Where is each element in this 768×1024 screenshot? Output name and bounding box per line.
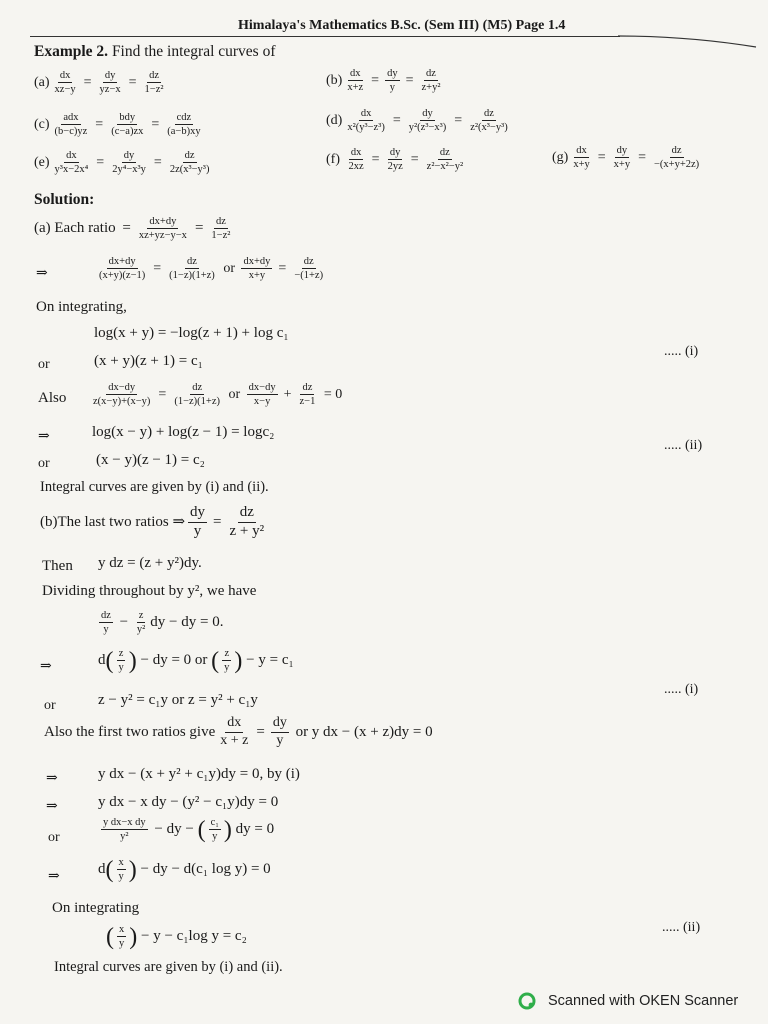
part-label: (f): [326, 151, 340, 167]
sol-b-l3: $\frac{\text{y dx−x dy}}{\text{y²}}$ − dy − ( $\frac{\text{c₁}}{y}$ ) dy = 0: [103, 816, 275, 843]
fraction: $\frac{dx}{x + z}$: [220, 715, 249, 748]
or-label: or: [44, 698, 56, 713]
fraction: $\frac{\text{c₁}}{y}$: [210, 817, 219, 843]
fraction: $\frac{dx-dy}{x-y}$: [248, 382, 276, 408]
implies-arrow: ⇒: [40, 659, 52, 674]
solution-heading: Solution:: [34, 191, 95, 208]
fraction: $\frac{dy}{\text{y²(z³−x³)}}$: [408, 108, 447, 134]
fraction: $\frac{dx}{\text{x²(y³−z³)}}$: [347, 108, 385, 134]
also-label: Also: [38, 390, 67, 406]
or-label: or: [38, 456, 50, 471]
implies-arrow: ⇒: [38, 429, 50, 444]
fraction: $\frac{dy}{\text{2y⁴−x³y}}$: [112, 150, 146, 176]
fraction: $\frac{dz}{\text{1−z²}}$: [211, 216, 231, 242]
sol-b-div2: d ( $\frac{z}{y}$ ) − dy = 0 or ( $\frac{z}{y}$ ) − y = c₁: [98, 647, 294, 674]
fraction: $\frac{\text{adx}}{(b-c)yz}$: [54, 112, 88, 138]
equation-tag-i: ..... (i): [664, 344, 699, 359]
or-label: or: [48, 830, 60, 845]
sol-b-l1: y dx − (x + y² + c₁y)dy = 0, by (i): [98, 766, 300, 782]
fraction: $\frac{z}{\text{y²}}$: [136, 610, 146, 636]
sol-b-l2: y dx − x dy − (y² − c₁y)dy = 0: [98, 794, 279, 810]
equation-tag-ii-b: ..... (ii): [662, 920, 701, 935]
part-label: (g): [552, 149, 569, 165]
fraction: $\frac{dz}{(1-z)(1+z)}$: [174, 382, 220, 408]
fraction: $\frac{dy}{y}$: [190, 504, 206, 539]
implies-arrow: ⇒: [48, 869, 60, 884]
part-g: (g) $\frac{dx}{x+y}$ = $\frac{dy}{x+y}$ = $\frac{dz}{-(x+y+2z)}$: [552, 145, 700, 171]
curves-b: Integral curves are given by (i) and (ii).: [54, 959, 283, 975]
fraction: $\frac{dx+dy}{x+y}$: [243, 256, 271, 282]
scanner-text: Scanned with OKEN Scanner: [548, 993, 739, 1009]
fraction: $\frac{dz}{y}$: [101, 610, 111, 636]
fraction: $\frac{dx}{x+y}$: [573, 145, 590, 171]
implies-arrow: ⇒: [46, 771, 58, 786]
implies-arrow: ⇒: [36, 266, 48, 281]
fraction: $\frac{dz}{z-1}$: [299, 382, 316, 408]
part-f: (f) $\frac{dx}{2xz}$ = $\frac{dy}{2yz}$ = $\frac{dz}{\text{z²−x²−y²}}$: [326, 147, 464, 173]
sol-b-then: y dz = (z + y²)dy.: [98, 555, 202, 571]
fraction: $\frac{\text{y dx−x dy}}{\text{y²}}$: [103, 817, 146, 843]
sol-b-res1: z − y² = c₁y or z = y² + c₁y: [98, 692, 258, 708]
example-text: Find the integral curves of: [111, 43, 276, 60]
fraction: $\frac{dx-dy}{z(x-y)+(x-y)}$: [93, 382, 151, 408]
fraction: $\frac{dy}{2yz}$: [387, 147, 403, 173]
fraction: $\frac{dz}{\text{z²−x²−y²}}$: [426, 147, 464, 173]
or-label: or: [38, 357, 50, 372]
on-integrating-2: On integrating: [52, 900, 140, 916]
fraction: $\frac{z}{y}$: [118, 648, 124, 674]
fraction: $\frac{dy}{y}$: [387, 68, 398, 94]
fraction: $\frac{dz}{(1-z)(1+z)}$: [169, 256, 215, 282]
then-label: Then: [42, 558, 73, 574]
sol-b-also: Also the first two ratios give $\frac{dx}{x + z}$ = $\frac{dy}{y}$ or y dx − (x + z)dy = 0: [44, 715, 433, 748]
equation-tag-ii: ..... (ii): [664, 438, 703, 453]
fraction: $\frac{dz}{-(x+y+2z)}$: [653, 145, 700, 171]
sol-a-log1: log(x + y) = −log(z + 1) + log c₁: [94, 325, 289, 341]
fraction: $\frac{dy}{yz-x}$: [99, 70, 121, 96]
sol-b-intro: (b)The last two ratios ⇒ $\frac{dy}{y}$ = $\frac{dz}{\text{z + y²}}$: [40, 504, 265, 539]
sol-a-also: $\frac{dx-dy}{z(x-y)+(x-y)}$ = $\frac{dz}{(1-z)(1+z)}$ or $\frac{dx-dy}{x-y}$ + $\frac{dz}{z-1}$ = 0: [93, 382, 343, 408]
sol-a-line1: (a) Each ratio = $\frac{dx+dy}{xz+yz-y-x}$ = $\frac{dz}{\text{1−z²}}$: [34, 216, 231, 242]
header-rule-curve: [618, 34, 758, 48]
sol-b-div1: $\frac{dz}{y}$ − $\frac{z}{\text{y²}}$ dy − dy = 0.: [101, 610, 224, 636]
dividing-text: Dividing throughout by y², we have: [42, 583, 257, 599]
part-c: (c) $\frac{\text{adx}}{(b-c)yz}$ = $\frac{\text{bdy}}{(c-a)zx}$ = $\frac{\text{cdz}}{(a-b)xy}$: [34, 112, 201, 138]
fraction: $\frac{dx+dy}{xz+yz-y-x}$: [138, 216, 187, 242]
fraction: $\frac{x}{y}$: [119, 924, 125, 950]
fraction: $\frac{dz}{\text{2z(x³−y³)}}$: [169, 150, 210, 176]
fraction: $\frac{\text{cdz}}{(a-b)xy}$: [167, 112, 201, 138]
fraction: $\frac{dy}{x+y}$: [613, 145, 631, 171]
fraction: $\frac{dx}{\text{y³x−2x⁴}}$: [54, 150, 89, 176]
curves-a: Integral curves are given by (i) and (ii).: [40, 479, 269, 495]
part-label: (d): [326, 112, 343, 128]
part-b: (b) $\frac{dx}{x+z}$ = $\frac{dy}{y}$ = $\frac{dz}{\text{z+y²}}$: [326, 68, 441, 94]
fraction: $\frac{dy}{y}$: [272, 715, 287, 748]
part-label: (c): [34, 116, 50, 132]
fraction: $\frac{\text{bdy}}{(c-a)zx}$: [111, 112, 144, 138]
sol-b-final: ( $\frac{x}{y}$ ) − y − c₁log y = c₂: [106, 923, 247, 950]
fraction: $\frac{dx}{x+z}$: [347, 68, 364, 94]
fraction: $\frac{dx+dy}{(x+y)(z-1)}$: [99, 256, 146, 282]
part-label: (e): [34, 154, 50, 170]
fraction: $\frac{dx}{2xz}$: [348, 147, 364, 173]
example-heading: Example 2.: [34, 43, 109, 60]
sol-a-line2: $\frac{dx+dy}{(x+y)(z-1)}$ = $\frac{dz}{(1-z)(1+z)}$ or $\frac{dx+dy}{x+y}$ = $\frac{dz}{-(1+z)}$: [99, 256, 324, 282]
part-d: (d) $\frac{dx}{\text{x²(y³−z³)}}$ = $\frac{dy}{\text{y²(z³−x³)}}$ = $\frac{dz}{\text{z²(x³−y³)}}$: [326, 108, 508, 134]
fraction: $\frac{dz}{\text{z + y²}}$: [229, 504, 265, 539]
fraction: $\frac{dx}{xz-y}$: [54, 70, 76, 96]
part-a: (a) $\frac{dx}{xz-y}$ = $\frac{dy}{yz-x}$ = $\frac{dz}{\text{1−z²}}$: [34, 70, 164, 96]
sol-a-res2: (x − y)(z − 1) = c₂: [96, 452, 205, 468]
oken-scanner-logo-icon: [518, 992, 536, 1010]
scanner-watermark: [518, 992, 738, 1010]
fraction: $\frac{dz}{\text{z²(x³−y³)}}$: [470, 108, 508, 134]
part-label: (a): [34, 74, 50, 90]
fraction: $\frac{dz}{\text{1−z²}}$: [144, 70, 164, 96]
page-header: Himalaya's Mathematics B.Sc. (Sem III) (M5) Page 1.4: [238, 18, 566, 33]
fraction: $\frac{z}{y}$: [224, 648, 230, 674]
equation-tag-i-b: ..... (i): [664, 682, 699, 697]
sol-a-log2: log(x − y) + log(z − 1) = logc₂: [92, 424, 275, 440]
header-rule: [30, 36, 620, 37]
fraction: $\frac{dz}{-(1+z)}$: [294, 256, 324, 282]
implies-arrow: ⇒: [46, 799, 58, 814]
example-heading-line: [34, 44, 276, 60]
fraction: $\frac{dz}{\text{z+y²}}$: [421, 68, 441, 94]
on-integrating: On integrating,: [36, 299, 127, 315]
sol-a-res1: (x + y)(z + 1) = c₁: [94, 353, 203, 369]
part-e: (e) $\frac{dx}{\text{y³x−2x⁴}}$ = $\frac{dy}{\text{2y⁴−x³y}}$ = $\frac{dz}{\text{2z(x³−y³)}}$: [34, 150, 210, 176]
sol-b-l4: d ( $\frac{x}{y}$ ) − dy − d(c₁ log y) = 0: [98, 856, 271, 883]
fraction: $\frac{x}{y}$: [118, 857, 124, 883]
part-label: (b): [326, 72, 343, 88]
